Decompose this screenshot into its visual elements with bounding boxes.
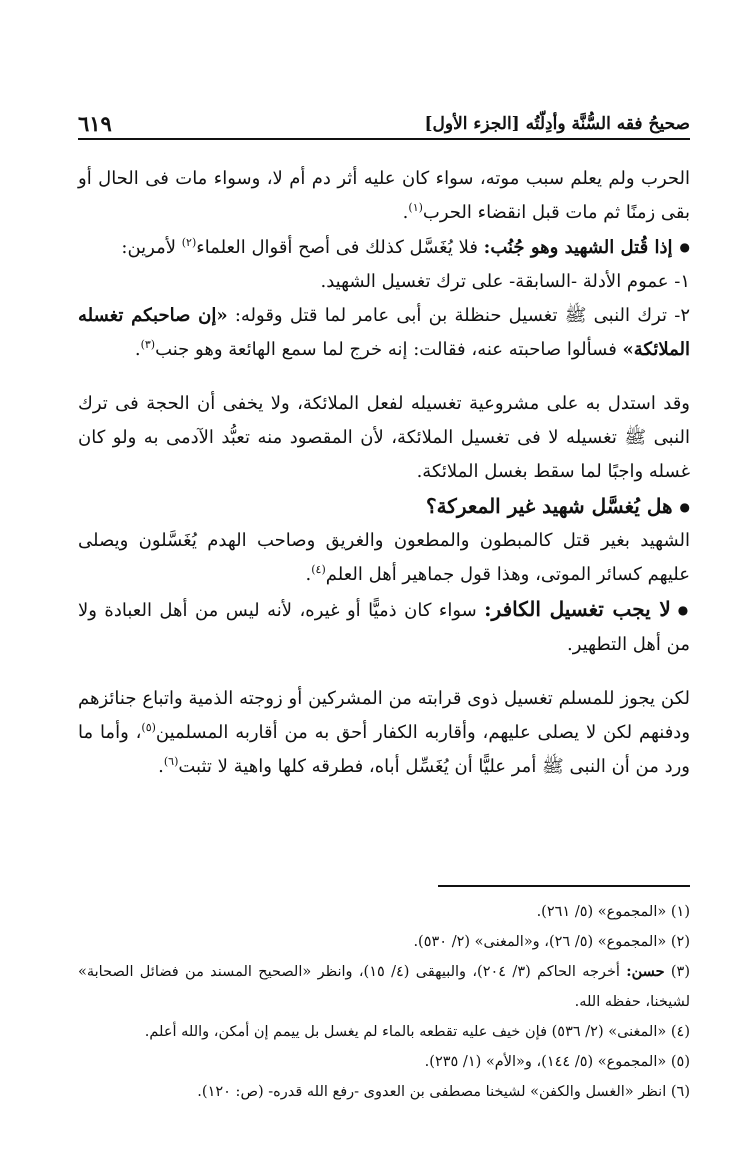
footnote-ref-2: (٢) bbox=[181, 236, 197, 249]
footnote: (٣) حسن: أخرجه الحاكم (٣/ ٢٠٤)، والبيهقى (٤/ ١٥)، وانظر «الصحيح المسند من فضائل الصحابة» لشيخنا، حفظه الله. bbox=[78, 963, 691, 1010]
footnote-divider bbox=[438, 885, 690, 887]
book-title: صحيحُ فقه السُّنَّة وأدِلّتُه [الجزء الأول] bbox=[424, 114, 690, 134]
martyr-junub-heading: إذا قُتل الشهيد وهو جُنُب: bbox=[483, 237, 673, 258]
footnote-ref-1: (١) bbox=[408, 201, 423, 214]
hadith-quote: «إن صاحبكم تغسله الملائكة» bbox=[78, 305, 690, 360]
paragraph-non-battle-martyr: الشهيد بغير قتل كالمبطون والمطعون والغريق وصاحب الهدم يُغَسَّلون ويصلى عليهم كسائر الموتى، وهذا قول جماهير أهل العلم$^{(٤)}$. bbox=[78, 530, 690, 585]
section-heading-non-battle-martyr: ● هل يُغسَّل شهيد غير المعركة؟ bbox=[78, 489, 690, 524]
paragraph-disbeliever: ● لا يجب تغسيل الكافر: سواء كان ذميًّا أو غيره، لأنه ليس من أهل العبادة ولا من أهل التطهير. bbox=[78, 592, 690, 662]
footnote: (٤) «المغنى» (٢/ ٥٣٦) فإن خيف عليه تقطعه بالماء لم يغسل بل ييمم إن أمكن، والله أعلم. bbox=[144, 1024, 690, 1040]
footnote: (٥) «المجموع» (٥/ ١٤٤)، و«الأم» (١/ ٢٣٥). bbox=[424, 1054, 690, 1070]
footnote-ref-6: (٦) bbox=[163, 755, 179, 768]
footnote-ref-4: (٤) bbox=[311, 563, 326, 576]
running-header bbox=[78, 104, 690, 140]
footnote: (١) «المجموع» (٥/ ٢٦١). bbox=[536, 904, 690, 920]
paragraph-1: الحرب ولم يعلم سبب موته، سواء كان عليه أثر دم أم لا، وسواء مات فى الحال أو بقى زمنًا ثم مات قبل انقضاء الحرب$^{(١)}$. bbox=[78, 168, 690, 223]
footnote: (٢) «المجموع» (٥/ ٢٦)، و«المغنى» (٢/ ٥٣٠). bbox=[413, 934, 690, 950]
footnote-ref-5: (٥) bbox=[141, 721, 156, 734]
paragraph-martyr-junub: ● إذا قُتل الشهيد وهو جُنُب: فلا يُغَسَّل كذلك فى أصح أقوال العلماء$^{(٢)}$ لأمرين: bbox=[78, 230, 690, 265]
paragraph-inference: وقد استدل به على مشروعية تغسيله لفعل الملائكة، ولا يخفى أن الحجة فى ترك النبى ﷺ تغسيله لا فى تغسيل الملائكة، لأن المقصود منه تعبُّد الآدمى به ولو كان غسله واجبًا لما سقط بغسل الملائكة. bbox=[78, 393, 690, 482]
reason-2: ٢- ترك النبى ﷺ تغسيل حنظلة بن أبى عامر لما قتل وقوله: «إن صاحبكم تغسله الملائكة» فسألوا صاحبته عنه، فقالت: إنه خرج لما سمع الهائعة وهو جنب$^{(٣)}$. bbox=[78, 305, 690, 360]
paragraph-relatives: لكن يجوز للمسلم تغسيل ذوى قرابته من المشركين أو زوجته الذمية واتباع جنائزهم ودفنهم لكن لا يصلى عليهم، وأقاربه الكفار أحق به من أقاربه المسلمين$^{(٥)}$، وأما ما ورد من أن النبى ﷺ أمر عليًّا أن يُغَسِّل أباه، فطرقه كلها واهية لا تثبت$^{(٦)}$. bbox=[78, 688, 691, 777]
footnotes bbox=[78, 897, 690, 1107]
footnote-ref-3: (٣) bbox=[140, 338, 156, 351]
page-number: ٦١٩ bbox=[78, 111, 112, 136]
main-text bbox=[78, 162, 690, 784]
footnote: (٦) انظر «الغسل والكفن» لشيخنا مصطفى بن العدوى -رفع الله قدره- (ص: ١٢٠). bbox=[197, 1084, 690, 1100]
disbeliever-heading: لا يجب تغسيل الكافر: bbox=[484, 597, 671, 621]
reason-1: ١- عموم الأدلة -السابقة- على ترك تغسيل الشهيد. bbox=[320, 271, 690, 292]
